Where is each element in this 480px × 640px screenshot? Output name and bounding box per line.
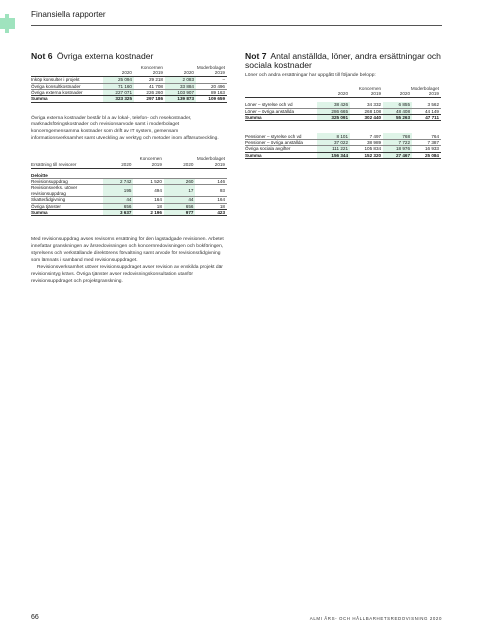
right-column [245,52,441,159]
audit-fees-table [31,155,227,216]
year-header: 2019 [134,70,165,77]
table-cell: – [196,77,227,83]
table-cell: 268 108 [364,108,382,114]
table-cell: 146 [195,178,227,184]
row-label: Pensioner – övriga anställda [245,140,317,146]
row-label: Revisionsuppdrag [31,178,103,184]
table-cell: 152 320 [350,152,383,158]
note7-intro: Löner och andra ersättningar har uppgått till följande belopp: [245,73,376,79]
note7-number: Not 7 [245,51,267,61]
table-cell: 16 933 [424,146,439,152]
table-cell: 764 [412,133,441,139]
note6-number: Not 6 [31,51,53,61]
auditor-name: Deloitte [31,172,103,178]
table-cell: 105 834 [364,146,382,152]
page-header-title: Finansiella rapporter [31,10,106,19]
group-header-koncernen: Koncernen [139,155,162,161]
table-cell: 226 260 [146,90,163,96]
table-cell: 29 218 [134,77,165,83]
year-header: 2020 [317,91,350,98]
table-cell: 494 [133,185,163,197]
table-cell: 27 467 [383,152,412,158]
group-header-koncernen: Koncernen [358,85,382,91]
row-label: Övriga sociala avgifter [245,146,291,152]
table-cell: 227 071 [103,89,134,95]
note7-title: Antal anställda, löner, andra ersättningar och sociala kostnader [245,51,441,71]
table-cell: 48 408 [383,108,412,114]
table-cell: 93 [195,185,227,197]
table-cell: 768 [383,133,412,139]
year-header: 2020 [164,162,196,169]
table-cell: 44 [103,197,133,203]
row-label: Övriga externa kostnader [31,90,83,96]
table-cell: 423 [195,209,227,215]
table-cell: 297 186 [134,96,165,102]
table-cell: 260 [164,178,196,184]
year-header: 2019 [196,70,227,77]
table-cell: 156 344 [317,152,350,158]
sum-row [31,96,227,102]
table-cell: 656 [103,203,133,209]
note7-heading [245,52,441,70]
table-cell: 18 [156,203,162,209]
table-cell: 41 708 [134,83,165,89]
table-cell: 17 [164,185,196,197]
year-header: 2020 [103,162,133,169]
table-cell: 18 [219,203,225,209]
table-cell: 323 325 [103,96,134,102]
table-cell: 977 [164,209,196,215]
group-header-moderbolaget: Moderbolaget [196,155,225,161]
table-cell: 302 440 [350,114,383,120]
note6-paragraph: Övriga externa kostnader består bl a av lokal-, telefon- och resekostnader, marknadsföringskostnader och revisionsarvode samt i moderbolaget koncerngemensamma kostnader som drift av IT system, gemensam informationsverksamhet samt utveckling av verktyg och metoder inom affärsutveckling. [31,115,219,142]
note6-heading [31,52,227,61]
table-cell: 139 873 [165,96,196,102]
table-cell: 3 562 [412,102,441,108]
table-cell: 7 387 [412,140,441,146]
sum-row [31,209,227,215]
audit-table-label: Ersättning till revisorer [31,162,103,169]
table-cell: 656 [164,203,196,209]
note6-title: Övriga externa kostnader [56,51,154,61]
table-cell: 7 497 [350,133,383,139]
table-cell: 6 855 [383,102,412,108]
table-cell: 55 263 [383,114,412,120]
table-cell: 164 [133,197,163,203]
row-label: Summa [245,152,317,158]
table-cell: 25 084 [412,152,441,158]
table-cell: 44 149 [424,108,439,114]
table-cell: 34 332 [350,102,383,108]
group-header-moderbolaget: Moderbolaget [196,64,225,70]
year-header: 2020 [383,91,412,98]
table-cell: 286 665 [317,108,350,114]
note6-table [31,64,227,102]
table-cell: 47 711 [412,114,441,120]
sum-row [245,152,441,158]
row-label: Övriga konsultkostnader [31,83,103,89]
table-cell: 89 163 [210,90,225,96]
table-cell: 33 884 [165,83,196,89]
row-label: Pensioner – styrelse och vd [245,133,317,139]
year-header: 2019 [412,91,441,98]
note7-salaries-table [245,85,441,121]
table-cell: 44 [164,197,196,203]
table-cell: 164 [195,197,227,203]
table-cell: 18 976 [383,146,412,152]
row-label: Löner – styrelse och vd [245,102,317,108]
table-cell: 195 [103,185,133,197]
row-label: Löner – övriga anställda [245,108,295,114]
table-cell: 7 722 [383,140,412,146]
year-header: 2019 [133,162,163,169]
footer-report-title: ALMI ÅRS- OCH HÅLLBARHETSREDOVISNING 2020 [309,616,442,621]
table-cell: 2 196 [133,209,163,215]
sum-row [245,114,441,120]
year-header: 2019 [195,162,227,169]
year-header: 2020 [165,70,196,77]
table-cell: 8 101 [317,133,350,139]
table-cell: 2 742 [103,178,133,184]
corner-accent-mark [0,18,15,29]
year-header: 2019 [350,91,383,98]
table-cell: 38 989 [350,140,383,146]
table-row [31,185,227,197]
table-cell: 37 022 [317,140,350,146]
table-cell: 109 659 [196,96,227,102]
row-label: Skatterådgivning [31,197,103,203]
note7-pensions-table [245,133,441,159]
row-label: Övriga tjänster [31,203,61,209]
left-column [31,52,227,286]
row-label: Inköp konsulter i projekt [31,77,103,83]
year-header: 2020 [103,70,134,77]
table-cell: 71 160 [103,83,134,89]
table-cell: 103 907 [165,89,196,95]
audit-paragraph-2: Revisionsverksamhet utöver revisionsuppdraget avser revision av enskilda projekt där revisionsintyg krävs. Övriga tjänster avser redovisningskonsultation utanför revisionsuppdraget och projektgranskning. [31,264,223,284]
table-cell: 38 426 [317,102,350,108]
header-divider [31,25,442,26]
table-cell: 325 091 [317,114,350,120]
row-label: Summa [31,209,103,215]
audit-paragraph-1: Med revisionsuppdrag avses revisorns ersättning för den lagstadgade revisionen. Arbetet innefattar granskningen av årsredovisningen och koncernredovisningen och bokföringen, styrelsens och verkställande direktörens förvaltning samt arvode för revisionsrådgivning som lämnats i samband med revisionsuppdraget. [31,237,224,263]
table-cell: 25 094 [103,77,134,83]
row-label: Summa [245,114,317,120]
table-cell: 111 221 [317,146,350,152]
table-cell: 2 083 [165,77,196,83]
table-cell: 1 520 [133,178,163,184]
page-number: 66 [31,614,39,621]
group-header-moderbolaget: Moderbolaget [410,85,439,91]
table-cell: 3 637 [103,209,133,215]
row-label: Revisionsverks. utöver revisionsuppdrag [31,185,103,197]
row-label: Summa [31,96,103,102]
group-header-koncernen: Koncernen [140,64,163,70]
table-cell: 20 496 [196,83,227,89]
